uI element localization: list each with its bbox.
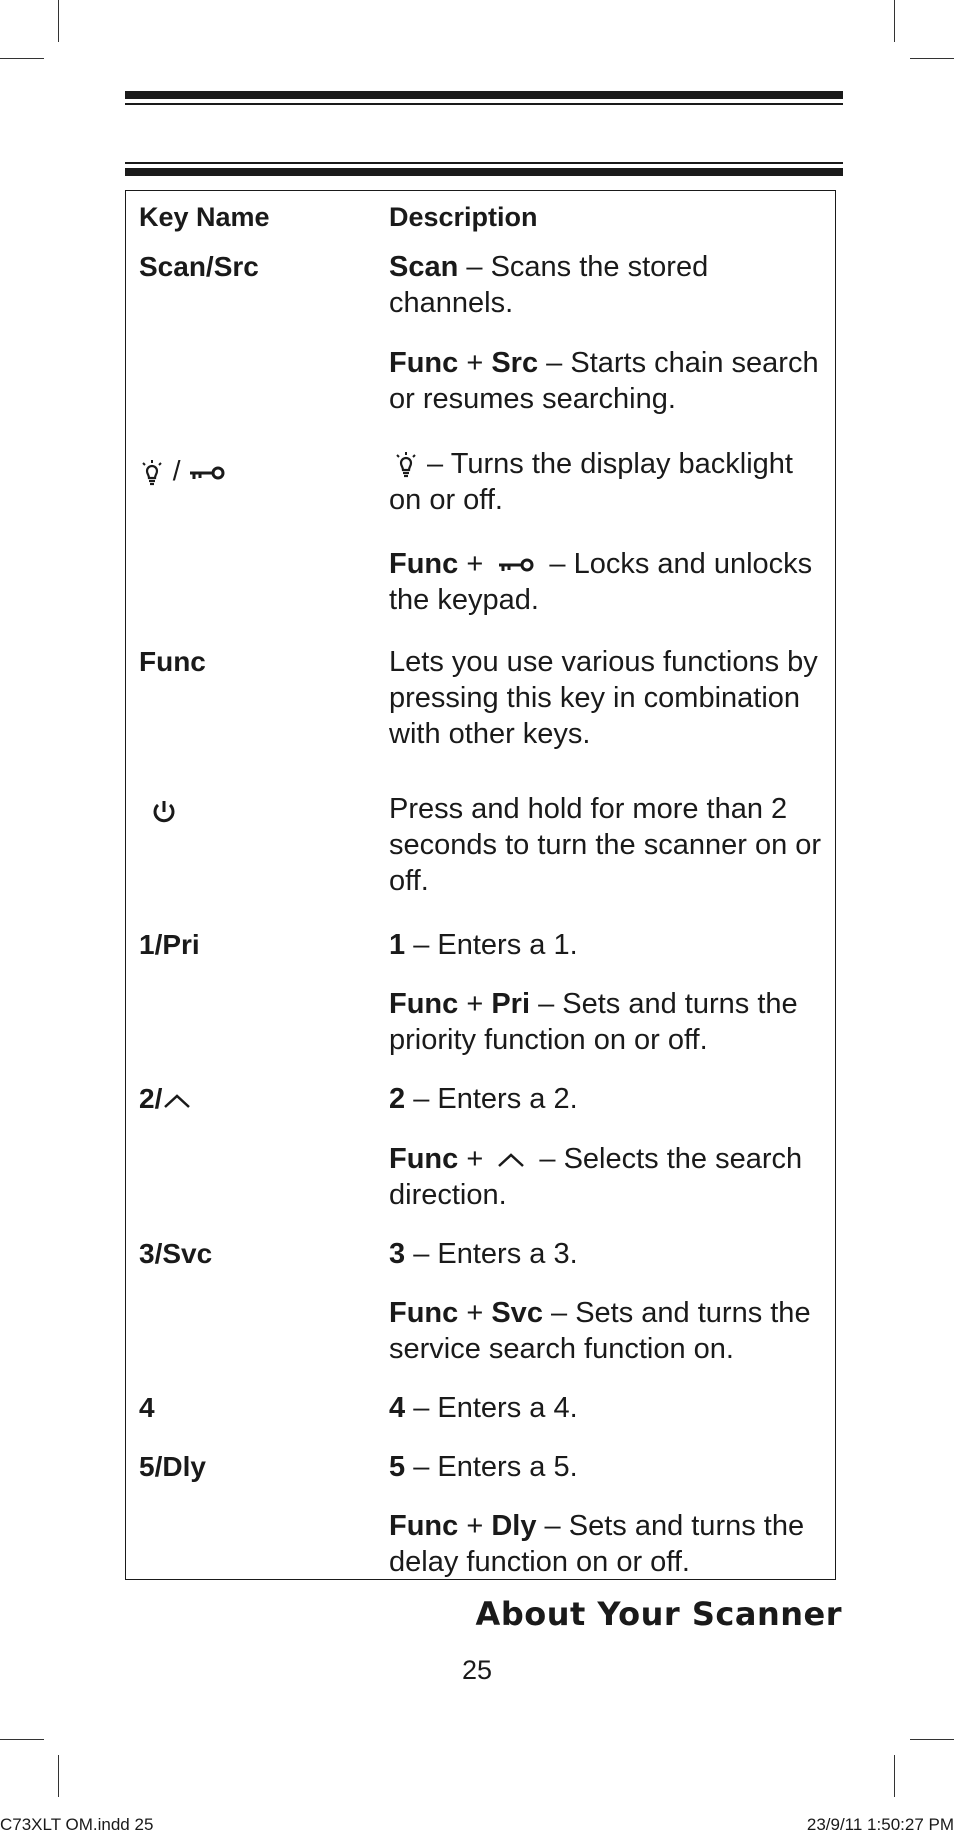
backlight-icon: [393, 451, 419, 479]
desc-text: – Enters a 3.: [405, 1238, 578, 1270]
desc-line: [389, 1390, 829, 1426]
desc-text: – Enters a 5.: [405, 1451, 578, 1483]
key-description-table: [125, 190, 836, 1580]
header-rule-thick: [125, 91, 843, 99]
backlight-icon: [139, 459, 165, 487]
key-3-svc: 3/Svc: [139, 1238, 213, 1269]
crop-mark: [0, 58, 44, 59]
desc-line: [389, 546, 829, 618]
crop-mark: [910, 58, 954, 59]
desc-text: – Selects the search direction.: [389, 1143, 803, 1211]
crop-mark: [894, 1755, 895, 1797]
caret-up-icon: [162, 1091, 192, 1111]
desc-text: – Scans the stored channels.: [389, 251, 709, 319]
key-5-dly: 5/Dly: [139, 1451, 206, 1482]
desc-text: – Turns the display backlight on or off.: [389, 448, 793, 516]
bold-term: Func: [389, 1297, 459, 1329]
desc-line: [389, 446, 829, 518]
bold-term: Src: [491, 347, 539, 379]
plus-sign: +: [458, 1510, 492, 1542]
desc-text: – Starts chain search or resumes searching.: [389, 347, 819, 415]
plus-sign: +: [458, 347, 492, 379]
desc-line: [389, 791, 829, 899]
plus-sign: +: [458, 1143, 492, 1175]
desc-text: – Enters a 2.: [405, 1083, 578, 1115]
table-top-rule-thick: [125, 168, 843, 176]
desc-line: [389, 1449, 829, 1485]
desc-line: [389, 1236, 829, 1272]
desc-line: [389, 1141, 829, 1213]
desc-text: – Sets and turns the delay function on or off.: [389, 1510, 805, 1578]
bold-term: Func: [389, 1143, 459, 1175]
header-rule-thin: [125, 103, 843, 105]
key-2-up: [139, 1081, 192, 1117]
key-backlight-lock: [139, 453, 226, 489]
bold-term: Scan: [389, 251, 459, 283]
plus-sign: +: [458, 1297, 492, 1329]
header-key-name: Key Name: [139, 202, 270, 232]
desc-line: [389, 1081, 829, 1117]
desc-line: [389, 249, 829, 321]
desc-text: Lets you use various functions by pressing this key in combination with other keys.: [389, 646, 818, 750]
desc-line: [389, 1295, 829, 1367]
key-icon: [497, 556, 535, 574]
crop-mark: [58, 0, 59, 42]
caret-up-icon: [495, 1150, 527, 1170]
bold-term: 3: [389, 1238, 406, 1270]
desc-text: – Sets and turns the priority function on or off.: [389, 988, 798, 1056]
key-1-pri: 1/Pri: [139, 929, 200, 960]
bold-term: Func: [389, 988, 459, 1020]
desc-text: – Locks and unlocks the keypad.: [389, 548, 813, 616]
header-description: Description: [389, 202, 538, 232]
bold-term: 4: [389, 1392, 406, 1424]
key-func: Func: [139, 646, 206, 677]
crop-mark: [58, 1755, 59, 1797]
bold-term: Pri: [491, 988, 531, 1020]
desc-line: [389, 644, 829, 752]
plus-sign: +: [458, 988, 492, 1020]
page-number: 25: [461, 1655, 493, 1685]
crop-mark: [894, 0, 895, 42]
crop-mark: [0, 1739, 44, 1740]
key-separator: /: [165, 455, 189, 486]
slug-file: C73XLT OM.indd 25: [0, 1815, 154, 1834]
key-4: 4: [139, 1392, 155, 1423]
desc-line: [389, 927, 829, 963]
bold-term: 2: [389, 1083, 406, 1115]
bold-term: Func: [389, 347, 459, 379]
desc-text: – Sets and turns the service search function on.: [389, 1297, 811, 1365]
bold-term: Func: [389, 548, 459, 580]
bold-term: Func: [389, 1510, 459, 1542]
desc-text: Press and hold for more than 2 seconds to turn the scanner on or off.: [389, 793, 822, 897]
bold-term: Svc: [491, 1297, 543, 1329]
bold-term: 1: [389, 929, 406, 961]
desc-line: [389, 345, 829, 417]
bold-term: 5: [389, 1451, 406, 1483]
desc-text: – Enters a 4.: [405, 1392, 578, 1424]
key-label: 2/: [139, 1083, 163, 1114]
key-icon: [188, 464, 226, 482]
desc-line: [389, 986, 829, 1058]
desc-text: – Enters a 1.: [405, 929, 578, 961]
key-scan-src: Scan/Src: [139, 251, 259, 282]
section-title: About Your Scanner: [475, 1595, 842, 1633]
crop-mark: [910, 1739, 954, 1740]
slug-date: 23/9/11 1:50:27 PM: [806, 1815, 954, 1834]
plus-sign: +: [458, 548, 492, 580]
key-power: [139, 792, 179, 828]
bold-term: Dly: [491, 1510, 537, 1542]
table-top-rule-thin: [125, 162, 843, 164]
power-icon: [149, 797, 179, 827]
desc-line: [389, 1508, 829, 1580]
